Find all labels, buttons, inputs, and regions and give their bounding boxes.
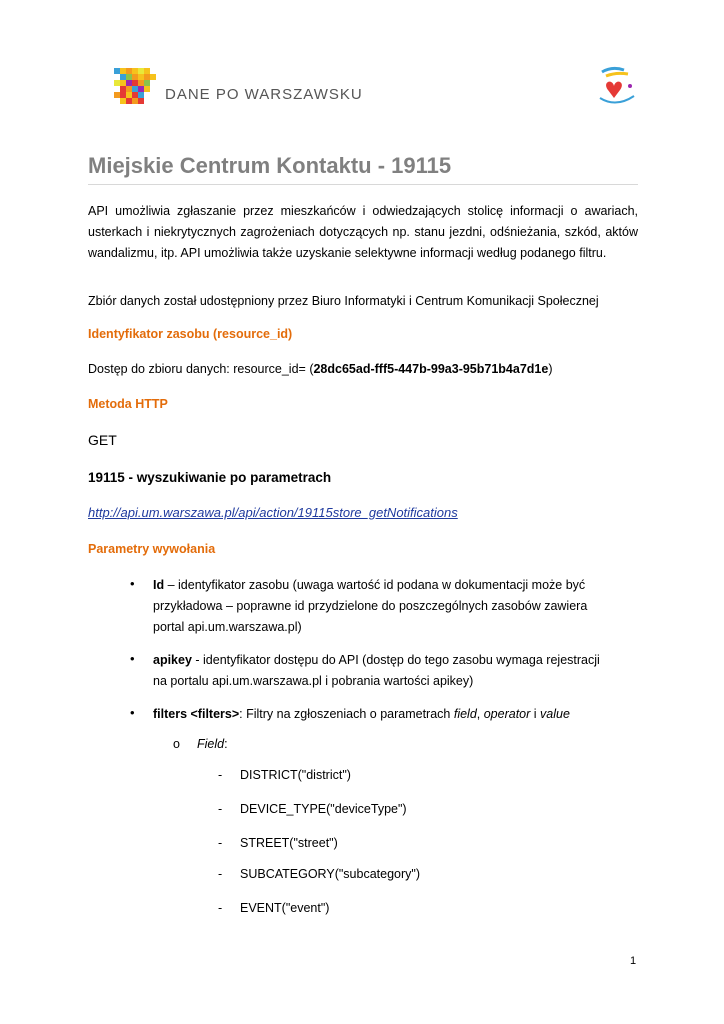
warsaw-heart-icon	[592, 62, 640, 112]
param-desc: – identyfikator zasobu (uwaga wartość id podana w dokumentacji może być	[164, 578, 586, 592]
dash-marker: -	[218, 802, 223, 816]
sub-bullet-marker: o	[173, 737, 180, 751]
intro-paragraph: API umożliwia zgłaszanie przez mieszkańców i odwiedzających stolicę informacji o awariach, usterkach i niekrytycznych zagrożeniach dotyczących np. stanu jezdni, odśnieżania, szkód, aktów wandalizmu, itp. API umożliwia także uzyskanie selektywne informacji według podanego filtru.	[88, 204, 638, 260]
bullet-marker: •	[130, 576, 135, 591]
resource-heading: Identyfikator zasobu (resource_id)	[88, 327, 293, 341]
param-desc: - identyfikator dostępu do API (dostęp do tego zasobu wymaga rejestracji	[191, 653, 600, 667]
field-label: Field:	[197, 737, 228, 751]
field-label-text: Field	[197, 737, 225, 751]
field-option: EVENT("event")	[240, 901, 330, 915]
http-method-heading: Metoda HTTP	[88, 397, 168, 411]
field-option: SUBCATEGORY("subcategory")	[240, 867, 420, 881]
param-desc: przykładowa – poprawne id przydzielone do poszczególnych zasobów zawiera	[153, 599, 588, 613]
resource-suffix: )	[548, 362, 553, 376]
page-title: Miejskie Centrum Kontaktu - 19115	[88, 153, 452, 178]
param-operator-term: operator	[483, 707, 531, 721]
bullet-marker: •	[130, 705, 135, 720]
search-heading: 19115 - wyszukiwanie po parametrach	[88, 470, 332, 485]
resource-prefix: Dostęp do zbioru danych: resource_id= (	[88, 362, 314, 376]
param-field-term: field	[453, 707, 477, 721]
warsaw-emblem-logo	[592, 62, 640, 112]
api-endpoint-link[interactable]: http://api.um.warszawa.pl/api/action/19115store_getNotifications	[88, 505, 458, 520]
param-item-apikey	[153, 650, 648, 692]
page-number: 1	[630, 955, 637, 967]
param-item-filters	[153, 704, 648, 725]
resource-id: 28dc65ad-fff5-447b-99a3-95b71b4a7d1e	[313, 362, 549, 376]
dane-po-warszawsku-logo	[110, 66, 160, 108]
param-desc: : Filtry na zgłoszeniach o parametrach	[239, 707, 454, 721]
params-heading: Parametry wywołania	[88, 542, 216, 556]
bullet-marker: •	[130, 651, 135, 666]
http-method-value: GET	[88, 432, 117, 448]
logo-text: DANE PO WARSZAWSKU	[165, 86, 363, 103]
title-divider	[88, 184, 638, 185]
provider-paragraph: Zbiór danych został udostępniony przez Biuro Informatyki i Centrum Komunikacji Społecznej	[88, 294, 599, 308]
dash-marker: -	[218, 768, 223, 782]
param-name: Id	[153, 578, 165, 592]
dash-marker: -	[218, 867, 223, 881]
field-option: STREET("street")	[240, 836, 338, 850]
resource-line	[88, 362, 553, 376]
param-name: apikey	[153, 653, 192, 667]
dash-marker: -	[218, 836, 223, 850]
param-name: filters <filters>	[153, 707, 240, 721]
field-option: DEVICE_TYPE("deviceType")	[240, 802, 407, 816]
field-option: DISTRICT("district")	[240, 768, 351, 782]
param-desc: na portalu api.um.warszawa.pl i pobrania wartości apikey)	[153, 674, 474, 688]
param-item-id	[153, 575, 648, 638]
dash-marker: -	[218, 901, 223, 915]
param-separator: ,	[476, 707, 484, 721]
param-value-term: value	[540, 707, 570, 721]
pixel-mosaic-icon	[110, 66, 160, 108]
param-separator: i	[530, 707, 541, 721]
param-desc: portal api.um.warszawa.pl)	[153, 620, 302, 634]
